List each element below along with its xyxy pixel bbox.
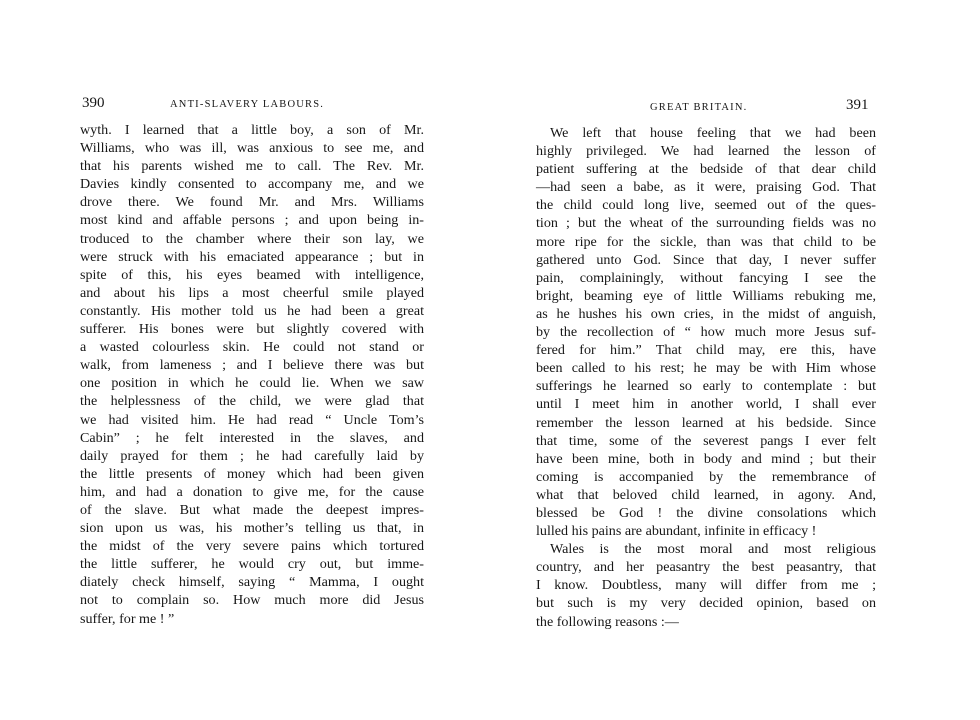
text-line: troduced to the chamber where their son lay, we: [80, 230, 424, 247]
text-line: drove there. We found Mr. and Mrs. Williams: [80, 194, 424, 211]
text-line: Williams, who was ill, was anxious to see me, and: [80, 140, 424, 157]
text-line: blessed be God ! the divine consolations which: [536, 504, 876, 521]
text-line: the following reasons :—: [536, 613, 679, 630]
text-line: the little presents of money which had been given: [80, 465, 424, 482]
text-line: the helplessness of the child, we were glad that: [80, 393, 424, 410]
text-line: gathered unto God. Since that day, I never suffer: [536, 251, 876, 268]
right-page-number: 391: [846, 97, 869, 113]
text-line: until I meet him in another world, I shall ever: [536, 396, 876, 413]
text-line: diately check himself, saying “ Mamma, I ought: [80, 574, 424, 591]
text-line: coming is accompanied by the remembrance of: [536, 468, 876, 485]
right-running-head: GREAT BRITAIN.: [650, 102, 748, 113]
text-line: sufferer. His bones were but slightly covered with: [80, 321, 424, 338]
text-line: pain, complainingly, without fancying I see the: [536, 269, 876, 286]
text-line: Wales is the most moral and most religious: [550, 541, 876, 558]
text-line: him, and had a donation to give me, for the cause: [80, 483, 424, 500]
text-line: more ripe for the sickle, than was that child to be: [536, 233, 876, 250]
text-line: spite of this, his eyes beamed with intelligence,: [80, 266, 424, 283]
left-running-head: ANTI-SLAVERY LABOURS.: [170, 99, 325, 110]
text-line: the midst of the very severe pains which tortured: [80, 538, 424, 555]
text-line: Davies kindly consented to accompany me, and we: [80, 176, 424, 193]
text-line: sion upon us was, his mother’s telling us that, in: [80, 520, 424, 537]
text-line: constantly. His mother told us he had been a great: [80, 302, 424, 319]
text-line: daily prayed for them ; he had carefully laid by: [80, 447, 424, 464]
text-line: I know. Doubtless, many will differ from me ;: [536, 577, 876, 594]
right-page: [490, 0, 980, 720]
text-line: sufferings he learned so early to contemplate : but: [536, 378, 876, 395]
text-line: been called to his rest; he may be with Him whose: [536, 360, 876, 377]
text-line: and about his lips a most cheerful smile played: [80, 284, 424, 301]
text-line: Cabin” ; he felt interested in the slaves, and: [80, 429, 424, 446]
text-line: remember the lesson learned at his bedside. Since: [536, 414, 876, 431]
text-line: of the slave. But what made the deepest impres-: [80, 501, 424, 518]
text-line: We left that house feeling that we had been: [550, 125, 876, 141]
text-line: not to complain so. How much more did Jesus: [80, 592, 424, 609]
text-line: by the recollection of “ how much more Jesus suf-: [536, 324, 876, 341]
text-line: the child could long live, seemed out of the ques-: [536, 197, 876, 214]
text-line: the little sufferer, he would cry out, but imme-: [80, 556, 424, 573]
text-line: walk, from lameness ; and I believe there was but: [80, 357, 424, 374]
text-line: that his parents wished me to call. The Rev. Mr.: [80, 158, 424, 175]
text-line: patient suffering at the bedside of that dear child: [536, 161, 876, 178]
text-line: were struck with his emaciated appearance ; but in: [80, 248, 424, 265]
text-line: most kind and affable persons ; and upon being in-: [80, 212, 424, 229]
left-body-text: [80, 121, 424, 628]
text-line: that time, some of the severest pangs I ever felt: [536, 432, 876, 449]
text-line: we had visited him. He had read “ Uncle Tom’s: [80, 411, 424, 428]
text-line: but such is my very decided opinion, based on: [536, 595, 876, 612]
text-line: lulled his pains are abundant, infinite in efficacy !: [536, 523, 817, 540]
text-line: fered for him.” That child may, ere this, have: [536, 342, 876, 359]
text-line: what that beloved child learned, in agony. And,: [536, 486, 876, 503]
left-page-number: 390: [82, 95, 105, 111]
text-line: tion ; but the wheat of the surrounding fields was no: [536, 215, 876, 232]
text-line: highly privileged. We had learned the lesson of: [536, 143, 876, 160]
text-line: a wasted colourless skin. He could not stand or: [80, 339, 424, 356]
right-body-text: [536, 124, 876, 631]
text-line: one position in which he could lie. When we saw: [80, 375, 424, 392]
text-line: suffer, for me ! ”: [80, 610, 175, 627]
text-line: bright, beaming eye of little Williams rebuking me,: [536, 287, 876, 304]
text-line: as he hushes his own cries, in the midst of anguish,: [536, 305, 876, 322]
text-line: have been mine, both in body and mind ; but their: [536, 450, 876, 467]
text-line: —had seen a babe, as it were, praising God. That: [536, 179, 876, 196]
text-line: wyth. I learned that a little boy, a son of Mr.: [80, 122, 424, 138]
text-line: country, and her peasantry the best peasantry, that: [536, 559, 876, 576]
